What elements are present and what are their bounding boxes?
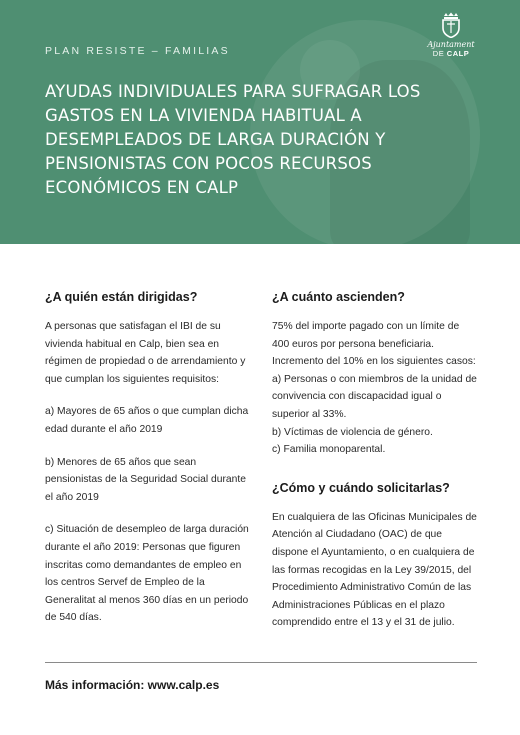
more-info: Más información: www.calp.es: [45, 678, 220, 692]
section-heading-amount: ¿A cuánto ascienden?: [272, 290, 405, 304]
requirement-c: c) Situación de desempleo de larga duración durante el año 2019: Personas que figuren inscritas como demandantes de empleo en los centros Servef de Empleo de la Generalitat al menos 360 días en un periodo de 540 días.: [45, 524, 249, 624]
who-intro: A personas que satisfagan el IBI de su vivienda habitual en Calp, bien sea en régimen de propiedad o de arrendamiento y que cumplan los siguientes requisitos:: [45, 321, 246, 385]
case-c: c) Familia monoparental.: [272, 444, 386, 456]
right-column: [272, 290, 477, 632]
logo-subtext: DE CALP: [432, 49, 470, 58]
program-kicker: PLAN RESISTE – FAMILIAS: [45, 45, 230, 57]
how-text: En cualquiera de las Oficinas Municipales de Atención al Ciudadano (OAC) de que dispone el Ayuntamiento, o en cualquiera de las formas recogidas en la Ley 39/2015, del Procedimiento Administrativo Común de las Administraciones Públicas en el plazo comprendido entre el 13 y el 31 de julio.: [272, 511, 477, 629]
left-column: [45, 290, 250, 627]
logo-text: Ajuntament: [427, 40, 475, 49]
requirement-a: a) Mayores de 65 años o que cumplan dicha edad durante el año 2019: [45, 406, 249, 435]
page-title: AYUDAS INDIVIDUALES PARA SUFRAGAR LOS GASTOS EN LA VIVIENDA HABITUAL A DESEMPLEADOS DE LARGA DURACIÓN Y PENSIONISTAS CON POCOS RECURSOS ECONÓMICOS EN CALP: [45, 82, 421, 197]
hero-banner: [0, 0, 520, 244]
crest-icon: [440, 12, 462, 38]
case-b: b) Víctimas de violencia de género.: [272, 426, 433, 438]
ajuntament-calp-logo: [420, 12, 482, 58]
divider: [45, 662, 477, 663]
section-heading-who: ¿A quién están dirigidas?: [45, 290, 198, 304]
amount-text: 75% del importe pagado con un límite de 400 euros por persona beneficiaria. Incremento del 10% en los siguientes casos:: [272, 321, 476, 368]
case-a: a) Personas o con miembros de la unidad de convivencia con discapacidad igual o superior al 33%.: [272, 373, 477, 420]
requirement-b: b) Menores de 65 años que sean pensionistas de la Seguridad Social durante el año 2019: [45, 456, 246, 503]
section-heading-how: ¿Cómo y cuándo solicitarlas?: [272, 480, 450, 495]
